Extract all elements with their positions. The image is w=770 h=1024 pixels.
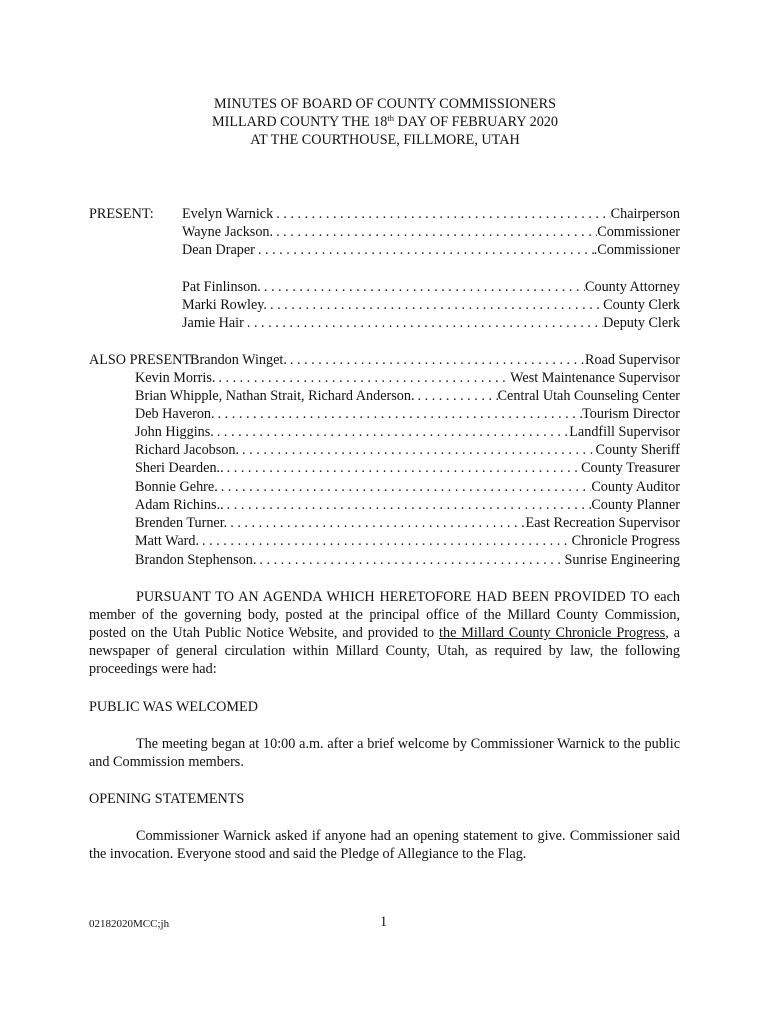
- also-present-row: Adam Richins.. . . . County Planner: [135, 496, 680, 514]
- present-row: Dean Draper . . . .Commissioner: [182, 241, 680, 259]
- agenda-paragraph: PURSUANT TO AN AGENDA WHICH HERETOFORE HAD BEEN PROVIDED TO each member of the governing body, posted at the principal office of the Millard County Commission, posted on the Utah Public Notice Website, and provided to the Millard County Chronicle Progress, a newspaper of general circulation within Millard County, Utah, as required by law, the following proceedings were had:: [89, 589, 681, 677]
- paragraph-opening-statements: Commissioner Warnick asked if anyone had an opening statement to give. Commissioner said the invocation. Everyone stood and said the Pledge of Allegiance to the Flag.: [89, 828, 680, 862]
- header-line-1: MINUTES OF BOARD OF COUNTY COMMISSIONERS: [214, 96, 556, 112]
- present-row: Evelyn Warnick . . . Chairperson: [182, 205, 680, 223]
- newspaper-name: the Millard County Chronicle Progress: [439, 625, 666, 641]
- also-present-row: Bonnie Gehre. . . . County Auditor: [135, 478, 680, 496]
- header-line-3: AT THE COURTHOUSE, FILLMORE, UTAH: [250, 132, 520, 148]
- also-present-row: Deb Haveron. . . . Tourism Director: [135, 405, 680, 423]
- also-present-label: ALSO PRESENT:: [89, 352, 195, 368]
- section-heading-public-welcomed: PUBLIC WAS WELCOMED: [89, 699, 258, 715]
- page-number: 1: [380, 914, 388, 930]
- present-row: Pat Finlinson. . . . County Attorney: [182, 278, 680, 296]
- paragraph-meeting-began: The meeting began at 10:00 a.m. after a brief welcome by Commissioner Warnick to the public and Commission members.: [89, 736, 680, 770]
- also-present-row: Matt Ward. . . . Chronicle Progress: [135, 532, 680, 550]
- present-row: Jamie Hair . . . Deputy Clerk: [182, 314, 680, 332]
- present-row: Marki Rowley. . . . County Clerk: [182, 296, 680, 314]
- present-label: PRESENT:: [89, 206, 154, 222]
- also-present-row: Brandon Winget. . . . Road Supervisor: [190, 351, 680, 369]
- also-present-row: Richard Jacobson. . . . County Sheriff: [135, 441, 680, 459]
- also-present-row: Kevin Morris. . . . West Maintenance Supervisor: [135, 369, 680, 387]
- present-row: Wayne Jackson. . . . Commissioner: [182, 223, 680, 241]
- also-present-row: Brenden Turner. . . . East Recreation Supervisor: [135, 514, 680, 532]
- also-present-row: Brian Whipple, Nathan Strait, Richard Anderson. . . . Central Utah Counseling Center: [135, 387, 680, 405]
- header-line-2: MILLARD COUNTY THE 18th DAY OF FEBRUARY 2020: [212, 113, 558, 130]
- also-present-row: Sheri Dearden.. . . . County Treasurer: [135, 459, 680, 477]
- section-heading-opening-statements: OPENING STATEMENTS: [89, 791, 245, 807]
- also-present-row: John Higgins. . . . Landfill Supervisor: [135, 423, 680, 441]
- also-present-row: Brandon Stephenson. . . . Sunrise Engineering: [135, 551, 680, 569]
- document-header: [0, 95, 770, 149]
- document-code: 02182020MCC;jh: [89, 918, 170, 930]
